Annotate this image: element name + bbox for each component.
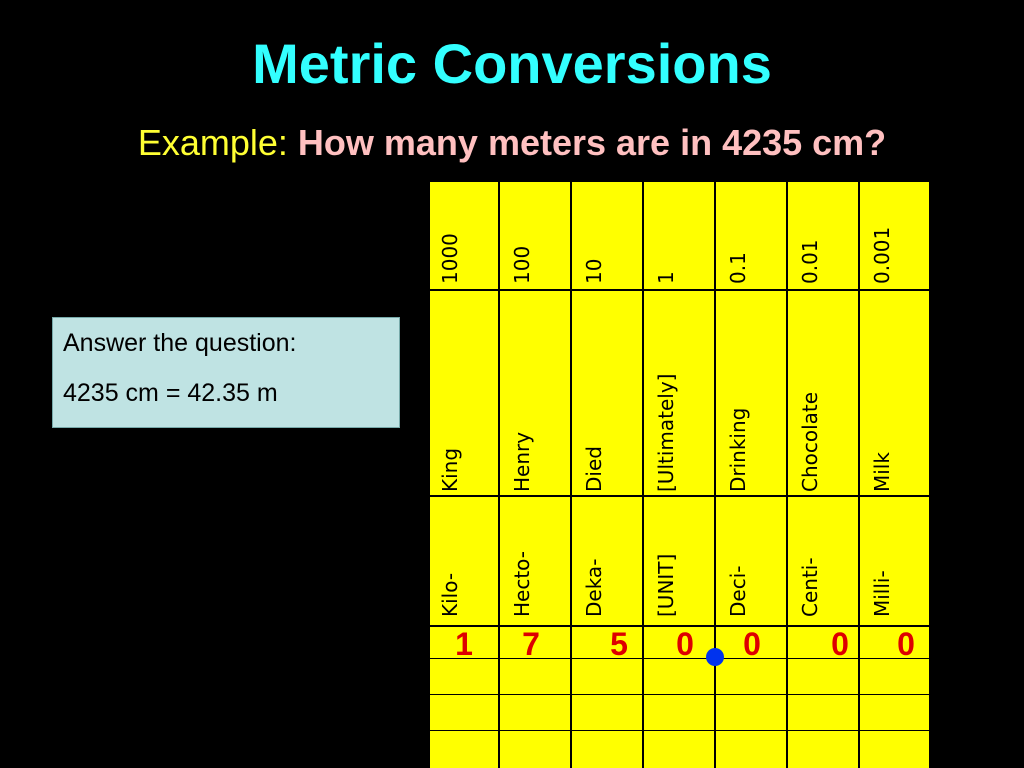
digit-milli: 0 [897,626,915,662]
example-label: Example: [137,122,288,163]
mnemonic-label: Drinking [726,407,750,492]
mnemonic-label: Chocolate [798,391,822,492]
answer-box [52,317,400,428]
answer-result: 4235 cm = 42.35 m [63,379,278,407]
mnemonic-label: King [438,447,462,492]
prefix-label: Deci- [726,565,750,617]
mnemonic-label: Henry [510,431,534,492]
prefix-label: Hecto- [510,550,534,617]
value-label: 0.1 [726,252,750,284]
value-label: 1000 [438,233,462,284]
mnemonic-label: Milk [870,452,894,492]
digit-kilo: 1 [455,626,473,662]
digit-hecto: 7 [522,626,540,662]
mnemonic-label: Died [582,446,606,492]
value-label: 0.001 [870,226,894,284]
prefix-label: Milli- [870,570,894,617]
mnemonic-label: [Ultimately] [654,373,678,492]
answer-heading: Answer the question: [63,329,297,357]
conversion-table [428,180,931,768]
value-label: 10 [582,258,606,284]
value-label: 0.01 [798,239,822,284]
decimal-point-marker [706,648,724,666]
example-question: How many meters are in 4235 cm? [297,122,887,163]
digit-deka: 5 [610,626,628,662]
digit-unit: 0 [676,626,694,662]
prefix-label: Centi- [798,557,822,617]
value-label: 1 [654,271,678,284]
value-label: 100 [510,245,534,284]
prefix-label: Kilo- [438,572,462,617]
prefix-label: Deka- [582,558,606,617]
example-line [0,118,1024,168]
prefix-label: [UNIT] [654,553,678,617]
slide-title: Metric Conversions [252,32,772,95]
digit-centi: 0 [831,626,849,662]
digit-deci: 0 [743,626,761,662]
